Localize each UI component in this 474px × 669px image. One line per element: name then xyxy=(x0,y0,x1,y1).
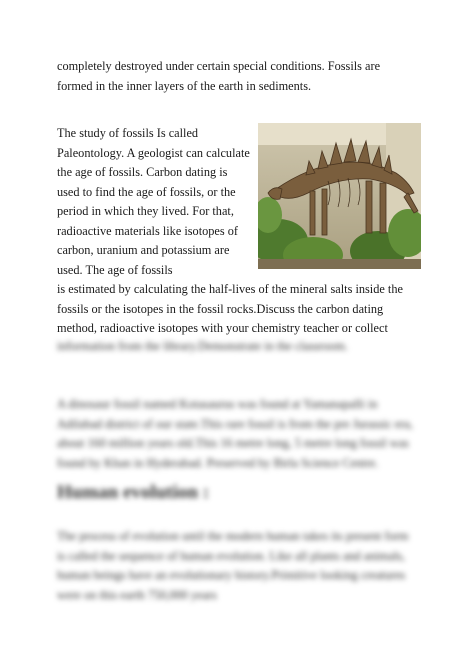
blurred-line: information from the library.Demonstrate in the classroom. xyxy=(57,339,348,353)
dinosaur-skeleton-image xyxy=(258,123,421,269)
kotasaurus-paragraph: A dinosaur fossil named Kotasaurus was found at Yamanapalli in Adilabad district of our state.This rare fossil is from the pre Jurassic era, about 160 million years old.This 16 metre long, 5 metre long fossil was found by Khan in Hyderabad. Preserved by Birla Science Centre. xyxy=(57,397,413,470)
paleontology-paragraph: The study of fossils Is called Paleontology. A geologist can calculate the age of fossils. Carbon dating is used to find the age of fossils, or the period in which they lived. For that, radioactive materials like isotopes of carbon, uranium and potassium are used. The age of fossils xyxy=(57,126,250,277)
carbon-dating-paragraph: is estimated by calculating the half-lives of the mineral salts inside the fossils or the isotopes in the fossil rocks.Discuss the carbon dating method, radioactive isotopes with your chemistry teacher or collect xyxy=(57,282,403,335)
section-heading: Human evolution : xyxy=(57,482,210,503)
intro-paragraph: completely destroyed under certain special conditions. Fossils are formed in the inner layers of the earth in sediments. xyxy=(57,59,381,93)
human-evolution-paragraph: The process of evolution until the modern human takes its present form is called the sequence of human evolution. Like all plants and animals, human beings have an evolutionary history.Primitive looking creatures were on this earth 750,000 years xyxy=(57,529,409,602)
